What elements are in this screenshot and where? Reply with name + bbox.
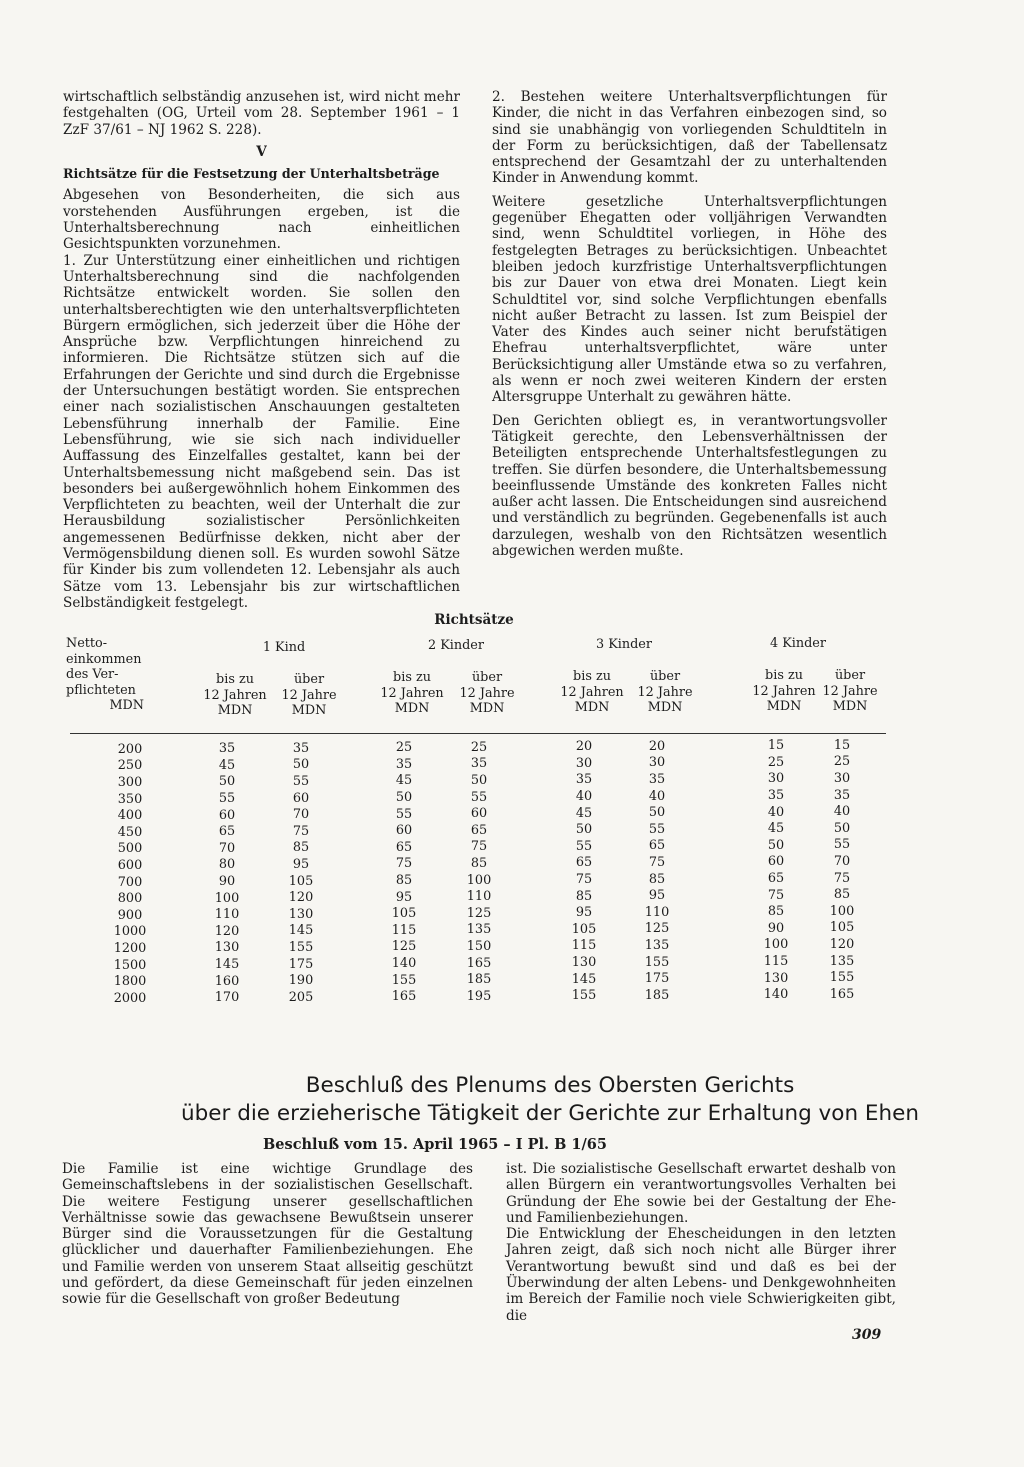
table-header-rule (70, 733, 886, 734)
rate-cell: 95 (575, 905, 593, 921)
rate-cell: 45 (575, 805, 593, 821)
rate-cell: 105 (829, 920, 855, 936)
rate-cell: 55 (833, 837, 851, 853)
paragraph-2: 2. Bestehen weitere Unterhaltsverpflichtungen für Kinder, die nicht in das Verfahren einbezogen sind, so sind sie unabhängig von vorliegenden Schuldtiteln in der Form zu berücksichtigen, daß der Tabellensatz entsprechend der Gesamtzahl der zu unterhaltenden Kinder in Anwendung kommt. (492, 89, 887, 187)
rate-cell: 175 (288, 956, 314, 972)
header-line: des Ver- (66, 667, 119, 682)
rate-cell: 15 (767, 738, 785, 754)
rate-cell: 125 (644, 921, 670, 937)
rate-cell: 155 (829, 970, 855, 986)
rate-cell: 85 (767, 904, 785, 920)
rate-cell: 115 (391, 922, 417, 938)
header-line: Netto- (66, 636, 108, 651)
subheader-over-12: über 12 Jahre MDN (637, 669, 693, 715)
income-cell: 1200 (113, 941, 147, 957)
rate-cell: 75 (292, 823, 310, 839)
rate-cell: 55 (218, 791, 236, 807)
right-column-top (492, 89, 887, 559)
rate-cell: 40 (833, 804, 851, 820)
rate-cell: 190 (288, 973, 314, 989)
rate-cell: 30 (833, 770, 851, 786)
rate-cell: 155 (288, 940, 314, 955)
paragraph-4: Den Gerichten obliegt es, in verantwortungsvoller Tätigkeit gerechte, den Lebensverhältnissen der Beteiligten entsprechende Unterhaltsfestlegungen zu treffen. Sie dürfen besondere, die Unterhaltsbemessung beeinflussende Umstände des konkreten Falles nicht außer acht lassen. Die Entscheidungen sind ausreichend und verständlich zu begründen. Gegebenenfalls ist auch darzulegen, weshalb von den Richtsätzen wesentlich abgewichen werden mußte. (492, 412, 887, 560)
subheader-under-12: bis zu 12 Jahren MDN (560, 669, 624, 715)
rate-cell: 165 (391, 989, 417, 1005)
rate-cell: 110 (644, 904, 670, 920)
rate-cell: 60 (767, 854, 785, 870)
rate-cell: 130 (571, 955, 597, 971)
paragraph-3: Weitere gesetzliche Unterhaltsverpflichtungen gegenüber Ehegatten oder volljährigen Verwandten sind, wenn Schuldtitel vorliegen, in Höhe des festgelegten Betrages zu berücksichtigen. Unbeachtet bleiben jedoch kurzfristige Unterhaltsverpflichtungen bis zur Dauer von etwa drei Monaten. Liegt kein Schuldtitel vor, sind solche Verpflichtungen ebenfalls nicht außer Betracht zu lassen. Ist zum Beispiel der Vater des Kindes auch seiner nicht berufstätigen Ehefrau unterhaltsverpflichtet, wäre unter Berücksichtigung aller Umstände etwa so zu verfahren, als wenn er noch zwei weiteren Kindern der ersten Altersgruppe Unterhalt zu gewähren hätte. (492, 193, 887, 406)
rate-cell: 145 (288, 923, 314, 939)
rate-cell: 90 (218, 874, 236, 890)
rate-cell: 50 (470, 773, 488, 789)
rate-cell: 125 (466, 905, 492, 921)
subheader-over-12: über 12 Jahre MDN (459, 670, 515, 716)
rate-cell: 35 (767, 787, 785, 803)
rate-cell: 25 (833, 754, 851, 770)
rate-cell: 45 (218, 757, 236, 773)
rate-cell: 75 (767, 887, 785, 903)
group-header-3-kinder: 3 Kinder (596, 637, 652, 652)
decision-paragraph-right-1: ist. Die sozialistische Gesellschaft erwartet deshalb von allen Bürgern ein verantwortungsvolles Verhalten bei Gründung der Ehe sowie bei der Gestaltung der Ehe- und Familienbeziehungen. (506, 1161, 896, 1226)
income-cell: 1800 (113, 974, 147, 990)
rate-cell: 135 (829, 953, 855, 969)
decision-title-line-1: Beschluß des Plenums des Obersten Gerichts (305, 1073, 795, 1098)
rate-cell: 55 (575, 838, 593, 854)
subheader-over-12: über 12 Jahre MDN (822, 668, 878, 714)
rate-cell: 60 (292, 790, 310, 806)
decision-title (150, 1072, 950, 1128)
rate-cell: 125 (391, 939, 417, 955)
rate-cell: 170 (214, 990, 240, 1006)
rate-cell: 75 (833, 870, 851, 886)
rate-cell: 90 (767, 920, 785, 936)
decision-paragraph-right-2: Die Entwicklung der Ehescheidungen in den letzten Jahren zeigt, daß sich noch nicht alle Bürger ihrer Verantwortung bewußt sind und daß es bei der Überwindung der alten Lebens- und Denkgewohnheiten im Bereich der Familie noch viele Schwierigkeiten gibt, die (506, 1226, 896, 1324)
rate-cell: 100 (214, 890, 240, 906)
rate-cell: 120 (288, 890, 314, 906)
header-unit: MDN (109, 698, 144, 713)
rate-cell: 40 (648, 788, 666, 804)
richtsaetze-table (62, 612, 886, 1007)
rate-cell: 50 (767, 837, 785, 853)
rate-cell: 55 (470, 789, 488, 805)
rate-cell: 65 (648, 838, 666, 854)
income-cell: 250 (117, 758, 143, 774)
rate-cell: 130 (763, 970, 789, 986)
rate-cell: 35 (292, 740, 310, 756)
left-column-top (63, 89, 460, 611)
rate-cell: 50 (395, 790, 413, 806)
rate-cell: 35 (395, 756, 413, 772)
rate-cell: 15 (833, 737, 851, 753)
rate-cell: 175 (644, 971, 670, 987)
rate-cell: 100 (829, 903, 855, 919)
income-cell: 700 (117, 874, 143, 890)
rate-cell: 60 (395, 823, 413, 839)
income-cell: 1500 (113, 957, 147, 973)
rate-cell: 40 (575, 789, 593, 805)
rate-cell: 75 (470, 839, 488, 855)
rate-cell: 80 (218, 857, 236, 873)
decision-title-line-2: über die erzieherische Tätigkeit der Gerichte zur Erhaltung von Ehen (181, 1101, 919, 1126)
income-cell: 400 (117, 808, 143, 824)
rate-cell: 70 (833, 853, 851, 869)
rate-cell: 85 (395, 873, 413, 889)
rate-cell: 85 (575, 888, 593, 904)
rate-cell: 155 (644, 954, 670, 970)
rate-cell: 85 (833, 887, 851, 903)
rate-cell: 160 (214, 973, 240, 989)
rate-cell: 110 (214, 907, 240, 923)
income-cell: 900 (117, 907, 143, 923)
rate-cell: 105 (288, 873, 314, 889)
income-cell: 2000 (113, 990, 147, 1006)
rate-cell: 65 (395, 839, 413, 855)
rate-cell: 30 (575, 755, 593, 771)
rate-cell: 40 (767, 804, 785, 820)
rate-cell: 165 (829, 986, 855, 1002)
rate-cell: 130 (214, 940, 240, 956)
rate-cell: 145 (214, 957, 240, 973)
rate-cell: 185 (644, 987, 670, 1003)
left-column-bottom (62, 1161, 473, 1308)
rate-cell: 50 (833, 820, 851, 836)
rate-cell: 70 (218, 840, 236, 856)
income-cell: 300 (117, 775, 143, 791)
rate-cell: 50 (575, 822, 593, 838)
page-number: 309 (852, 1327, 882, 1343)
income-cell: 800 (117, 891, 143, 907)
table-caption: Richtsätze (434, 612, 514, 628)
rate-cell: 30 (767, 771, 785, 787)
rate-cell: 105 (571, 921, 597, 937)
right-column-bottom (506, 1161, 896, 1324)
rate-cell: 110 (466, 889, 492, 905)
subheader-under-12: bis zu 12 Jahren MDN (203, 672, 267, 718)
intro-paragraph: Abgesehen von Besonderheiten, die sich aus vorstehenden Ausführungen ergeben, ist die Unterhaltsberechnung nach einheitlichen Gesichtspunkten vorzunehmen. (63, 187, 460, 253)
rate-cell: 65 (470, 822, 488, 838)
rate-cell: 65 (218, 824, 236, 840)
subheader-under-12: bis zu 12 Jahren MDN (752, 668, 816, 714)
rate-cell: 115 (571, 938, 597, 954)
rate-cell: 45 (767, 821, 785, 837)
subheader-under-12: bis zu 12 Jahren MDN (380, 670, 444, 716)
rate-cell: 25 (395, 740, 413, 756)
rate-cell: 135 (644, 938, 670, 954)
rate-cell: 95 (648, 888, 666, 904)
rate-cell: 70 (292, 807, 310, 823)
rate-cell: 75 (648, 855, 666, 871)
rate-cell: 25 (767, 754, 785, 770)
decision-subtitle: Beschluß vom 15. April 1965 – I Pl. B 1/65 (263, 1136, 607, 1153)
rate-cell: 165 (466, 955, 492, 971)
rate-cell: 85 (292, 840, 310, 856)
rate-cell: 205 (288, 989, 314, 1005)
rate-cell: 25 (470, 739, 488, 755)
rate-cell: 140 (763, 987, 789, 1003)
rate-cell: 35 (470, 756, 488, 772)
rate-cell: 100 (466, 872, 492, 888)
income-cell: 1000 (113, 924, 147, 940)
rate-cell: 50 (218, 774, 236, 790)
rate-cell: 105 (391, 906, 417, 922)
rate-cell: 55 (648, 821, 666, 837)
rate-cell: 195 (466, 988, 492, 1004)
rate-cell: 35 (218, 741, 236, 757)
subheader-over-12: über 12 Jahre MDN (281, 672, 337, 718)
rate-cell: 85 (648, 871, 666, 887)
section-number: V (256, 143, 267, 160)
income-cell: 450 (117, 824, 143, 840)
income-cell: 350 (117, 791, 143, 807)
header-line: einkommen (66, 651, 142, 667)
rate-cell: 140 (391, 956, 417, 972)
rate-cell: 55 (395, 806, 413, 822)
rate-cell: 45 (395, 773, 413, 789)
group-header-2-kinder: 2 Kinder (428, 638, 484, 653)
rate-cell: 135 (466, 922, 492, 938)
rate-cell: 35 (575, 772, 593, 788)
rate-cell: 55 (292, 774, 310, 789)
rate-cell: 30 (648, 755, 666, 771)
income-cell: 500 (117, 841, 143, 857)
rate-cell: 35 (648, 772, 666, 788)
rate-cell: 155 (391, 972, 417, 988)
rate-cell: 20 (575, 739, 593, 755)
rate-cell: 65 (575, 855, 593, 871)
rate-cell: 75 (575, 872, 593, 888)
rate-cell: 150 (466, 939, 492, 955)
rate-cell: 120 (214, 923, 240, 939)
rate-cell: 145 (571, 971, 597, 987)
income-cell: 600 (117, 858, 143, 874)
rate-cell: 75 (395, 856, 413, 872)
continued-paragraph: wirtschaftlich selbständig anzusehen ist, wird nicht mehr festgehalten (OG, Urteil vom 28. September 1961 – 1 ZzF 37/61 – NJ 1962 S. 228). (63, 89, 460, 138)
rate-cell: 35 (833, 787, 851, 803)
income-cell: 200 (117, 741, 143, 757)
rate-cell: 50 (292, 757, 310, 773)
rate-cell: 120 (829, 936, 855, 952)
rate-cell: 60 (218, 807, 236, 823)
rate-cell: 130 (288, 906, 314, 922)
rate-cell: 185 (466, 972, 492, 988)
rate-cell: 155 (571, 988, 597, 1004)
rate-cell: 115 (763, 953, 789, 969)
rate-cell: 50 (648, 805, 666, 821)
rate-cell: 20 (648, 738, 666, 754)
rate-cell: 65 (767, 870, 785, 886)
decision-paragraph-left: Die Familie ist eine wichtige Grundlage des Gemeinschaftslebens in der sozialistischen Gesellschaft. Die weitere Festigung unserer gesellschaftlichen Verhältnisse sowie das gewachsene Bewußtsein unserer Bürger sind die Voraussetzungen für die Gestaltung glücklicher und dauerhafter Familienbeziehungen. Ehe und Familie werden von unserem Staat allseitig geschützt und gefördert, da diese Gemeinschaft für jeden einzelnen sowie für die Gesellschaft von großer Bedeutung (62, 1161, 473, 1308)
section-heading: Richtsätze für die Festsetzung der Unterhaltsbeträge (63, 166, 440, 182)
group-header-1-kind: 1 Kind (262, 640, 306, 655)
rate-cell: 60 (470, 806, 488, 822)
group-header-4-kinder: 4 Kinder (770, 636, 826, 651)
rate-cell: 85 (470, 856, 488, 872)
income-column-header (66, 636, 146, 714)
rate-cell: 95 (292, 857, 310, 872)
paragraph-1: 1. Zur Unterstützung einer einheitlichen und richtigen Unterhaltsberechnung sind die nachfolgenden Richtsätze entwickelt worden. Sie sollen den unterhaltsberechtigten wie den unterhaltsverpflichteten Bürgern ermöglichen, sich jederzeit über die Höhe der Ansprüche bzw. Verpflichtungen hinreichend zu informieren. Die Richtsätze stützen sich auf die Erfahrungen der Gerichte und sind durch die Ergebnisse der Untersuchungen bestätigt worden. Sie entsprechen einer nach sozialistischen Anschauungen gestalteten Lebensführung innerhalb der Familie. Eine Lebensführung, wie sie sich nach individueller Auffassung des Einzelfalles gestaltet, kann bei der Unterhaltsbemessung nicht maßgebend sein. Das ist besonders bei außergewöhnlich hohem Einkommen des Verpflichteten zu beachten, weil der Unterhalt die zur Herausbildung sozialistischer Persönlichkeiten angemessenen Bedürfnisse dekken, nicht aber der Vermögensbildung dienen soll. Es wurden sowohl Sätze für Kinder bis zum vollendeten 12. Lebensjahr als auch Sätze vom 13. Lebensjahr bis zur wirtschaftlichen Selbständigkeit festgelegt. (63, 252, 460, 611)
header-line: pflichteten (66, 682, 136, 698)
rate-cell: 95 (395, 889, 413, 905)
rate-cell: 100 (763, 937, 789, 953)
